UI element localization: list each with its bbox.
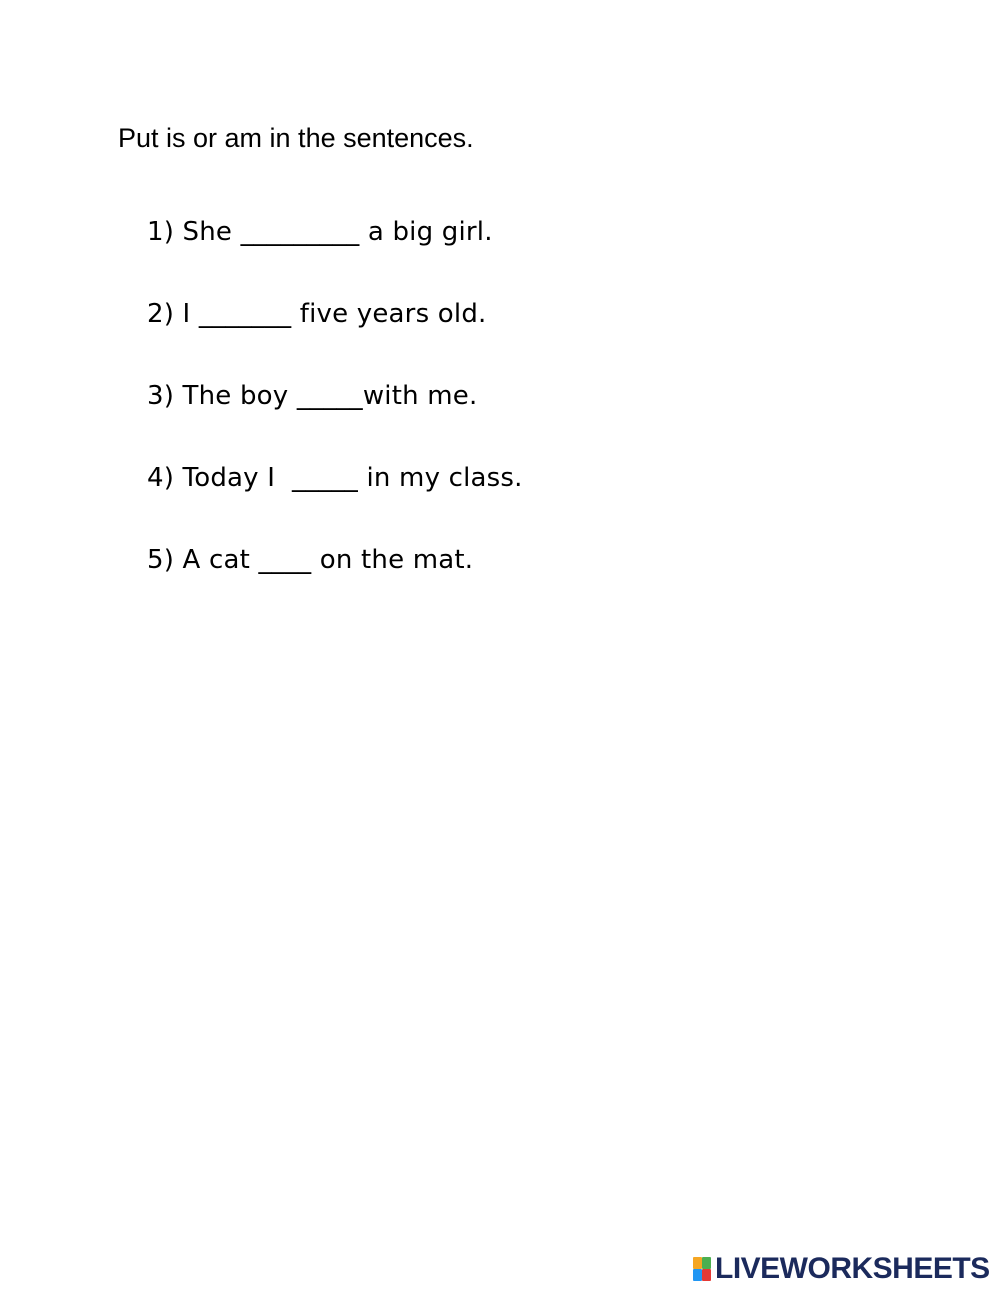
question-2: 2) I _______ five years old.	[147, 299, 487, 329]
logo-square-1	[693, 1257, 702, 1269]
question-3: 3) The boy _____with me.	[147, 381, 478, 411]
logo-text: LIVEWORKSHEETS	[715, 1252, 990, 1285]
logo-square-4	[702, 1269, 711, 1281]
logo-square-3	[693, 1269, 702, 1281]
logo-square-2	[702, 1257, 711, 1269]
liveworksheets-logo-icon	[693, 1257, 711, 1281]
liveworksheets-logo	[693, 1250, 990, 1288]
question-list	[147, 212, 523, 622]
question-4: 4) Today I _____ in my class.	[147, 463, 523, 493]
question-5: 5) A cat ____ on the mat.	[147, 545, 474, 575]
question-1: 1) She _________ a big girl.	[147, 217, 493, 247]
instruction-text: Put is or am in the sentences.	[118, 123, 474, 153]
